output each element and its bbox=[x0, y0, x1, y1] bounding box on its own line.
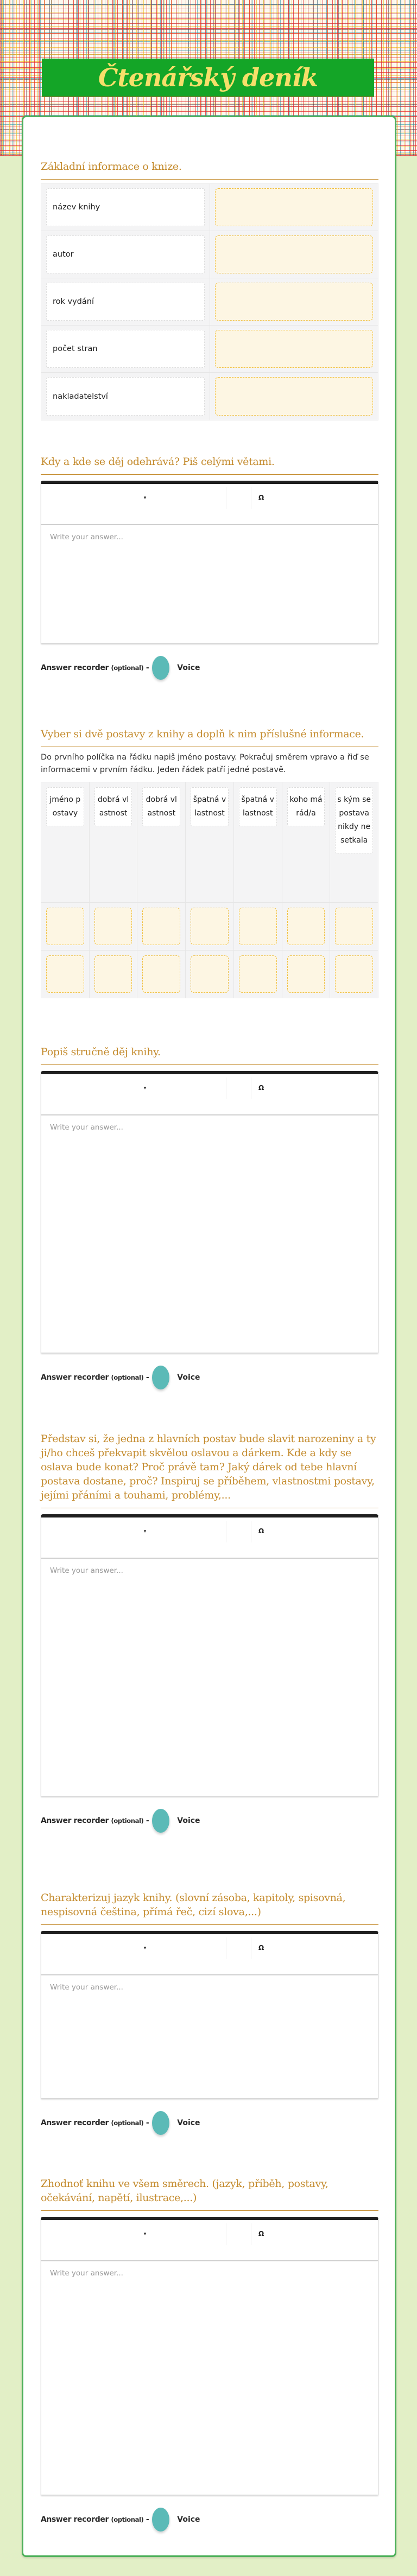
answer-recorder: Answer recorder (optional) - Voice bbox=[41, 655, 378, 680]
caret-down-icon: ▾ bbox=[143, 1944, 147, 1950]
title-banner bbox=[42, 59, 374, 97]
section-book-info bbox=[41, 160, 378, 420]
answer-input[interactable] bbox=[41, 525, 378, 643]
answer-drop-box[interactable] bbox=[94, 955, 132, 993]
answer-input[interactable] bbox=[41, 1115, 378, 1353]
recorder-optional: (optional) bbox=[111, 2119, 144, 2127]
table-row bbox=[41, 326, 378, 373]
record-voice-button[interactable] bbox=[152, 1809, 169, 1833]
answer-drop-box[interactable] bbox=[191, 908, 229, 945]
row-label: autor bbox=[46, 235, 205, 273]
omega-icon: Ω bbox=[258, 2230, 264, 2237]
caret-down-icon: ▾ bbox=[143, 1085, 147, 1091]
section-birthday bbox=[41, 1432, 378, 1833]
table-row bbox=[41, 278, 378, 326]
question-title: Představ si, že jedna z hlavních postav bude slavit narozeniny a ty ji/ho chceš překvapit skvělou oslavou a dárkem. Kde a kdy se oslava bude konat? Proč právě tam? Jaký dárek od tebe hlavní postava dostane, proč? Inspiruj se příběhem, vlastnostmi postavy, jejími přáními a touhami, problémy,... bbox=[41, 1432, 378, 1508]
format-dropdown[interactable] bbox=[41, 1074, 226, 1101]
format-dropdown[interactable] bbox=[41, 1517, 226, 1545]
answer-drop-box[interactable] bbox=[191, 955, 229, 993]
record-voice-button[interactable] bbox=[152, 656, 169, 680]
recorder-label: Answer recorder bbox=[41, 2515, 109, 2524]
editor-toolbar bbox=[41, 1517, 378, 1559]
special-character-button[interactable] bbox=[258, 1934, 264, 1961]
voice-label: Voice bbox=[177, 2515, 200, 2524]
recorder-label: Answer recorder bbox=[41, 2119, 109, 2127]
answer-drop-box[interactable] bbox=[287, 955, 325, 993]
answer-drop-box[interactable] bbox=[215, 188, 373, 226]
answer-drop-box[interactable] bbox=[46, 908, 84, 945]
answer-recorder: Answer recorder (optional) - Voice bbox=[41, 2110, 378, 2135]
answer-drop-box[interactable] bbox=[215, 377, 373, 416]
answer-drop-box[interactable] bbox=[335, 908, 373, 945]
answer-drop-box[interactable] bbox=[215, 235, 373, 273]
row-label: nakladatelství bbox=[46, 377, 205, 416]
answer-drop-box[interactable] bbox=[239, 955, 277, 993]
voice-label: Voice bbox=[177, 2119, 200, 2127]
question-title: Popiš stručně děj knihy. bbox=[41, 1045, 378, 1065]
record-voice-button[interactable] bbox=[152, 2508, 169, 2532]
question-title: Vyber si dvě postavy z knihy a doplň k nim příslušné informace. bbox=[41, 727, 378, 747]
rich-text-editor bbox=[41, 2217, 378, 2495]
table-header-row bbox=[41, 782, 378, 903]
answer-recorder: Answer recorder (optional) - Voice bbox=[41, 1808, 378, 1833]
rich-text-editor bbox=[41, 1071, 378, 1353]
editor-toolbar bbox=[41, 1074, 378, 1115]
table-row bbox=[41, 373, 378, 420]
voice-label: Voice bbox=[177, 1816, 200, 1825]
column-header: špatná vlastnost bbox=[191, 787, 229, 826]
recorder-optional: (optional) bbox=[111, 2516, 144, 2523]
answer-drop-box[interactable] bbox=[142, 908, 180, 945]
omega-icon: Ω bbox=[258, 1944, 264, 1952]
answer-input[interactable] bbox=[41, 1975, 378, 2098]
section-language bbox=[41, 1891, 378, 2135]
caret-down-icon: ▾ bbox=[143, 2230, 147, 2236]
answer-input[interactable] bbox=[41, 1559, 378, 1796]
omega-icon: Ω bbox=[258, 1084, 264, 1092]
question-title: Charakterizuj jazyk knihy. (slovní zásoba, kapitoly, spisovná, nespisovná čeština, přímá řeč, cizí slova,...) bbox=[41, 1891, 378, 1925]
table-row bbox=[41, 231, 378, 278]
column-header: špatná vlastnost bbox=[239, 787, 277, 826]
voice-label: Voice bbox=[177, 664, 200, 672]
book-info-table bbox=[41, 183, 378, 420]
answer-drop-box[interactable] bbox=[142, 955, 180, 993]
editor-toolbar bbox=[41, 2220, 378, 2261]
answer-drop-box[interactable] bbox=[215, 283, 373, 321]
recorder-optional: (optional) bbox=[111, 1817, 144, 1825]
format-dropdown[interactable] bbox=[41, 484, 226, 511]
record-voice-button[interactable] bbox=[152, 2111, 169, 2135]
row-label: počet stran bbox=[46, 330, 205, 368]
special-character-button[interactable] bbox=[258, 1517, 264, 1545]
recorder-label: Answer recorder bbox=[41, 1816, 109, 1825]
table-row bbox=[41, 184, 378, 231]
column-header: s kým se postava nikdy nesetkala bbox=[335, 787, 373, 853]
recorder-optional: (optional) bbox=[111, 1374, 144, 1381]
rich-text-editor bbox=[41, 1931, 378, 2099]
column-header: dobrá vlastnost bbox=[142, 787, 180, 826]
column-header: dobrá vlastnost bbox=[94, 787, 132, 826]
omega-icon: Ω bbox=[258, 494, 264, 501]
answer-drop-box[interactable] bbox=[94, 908, 132, 945]
worksheet-card bbox=[22, 116, 396, 2557]
answer-input[interactable] bbox=[41, 2261, 378, 2495]
recorder-label: Answer recorder bbox=[41, 664, 109, 672]
answer-drop-box[interactable] bbox=[46, 955, 84, 993]
answer-drop-box[interactable] bbox=[239, 908, 277, 945]
editor-toolbar bbox=[41, 484, 378, 525]
rich-text-editor bbox=[41, 1514, 378, 1796]
editor-toolbar bbox=[41, 1934, 378, 1975]
record-voice-button[interactable] bbox=[152, 1366, 169, 1389]
table-row bbox=[41, 951, 378, 998]
answer-recorder: Answer recorder (optional) - Voice bbox=[41, 1365, 378, 1390]
question-title: Základní informace o knize. bbox=[41, 160, 378, 180]
caret-down-icon: ▾ bbox=[143, 494, 147, 500]
question-description: Do prvního políčka na řádku napiš jméno postavy. Pokračuj směrem vpravo a řiď se informacemi v prvním řádku. Jeden řádek patří jedné postavě. bbox=[41, 753, 369, 774]
special-character-button[interactable] bbox=[258, 484, 264, 511]
format-dropdown[interactable] bbox=[41, 2220, 226, 2247]
special-character-button[interactable] bbox=[258, 2220, 264, 2247]
caret-down-icon: ▾ bbox=[143, 1528, 147, 1534]
column-header: koho má rád/a bbox=[287, 787, 325, 826]
section-setting bbox=[41, 455, 378, 680]
table-row bbox=[41, 903, 378, 951]
answer-recorder: Answer recorder (optional) - Voice bbox=[41, 2507, 378, 2532]
section-characters bbox=[41, 727, 378, 998]
special-character-button[interactable] bbox=[258, 1074, 264, 1101]
recorder-optional: (optional) bbox=[111, 664, 144, 672]
answer-drop-box[interactable] bbox=[335, 955, 373, 993]
question-title: Kdy a kde se děj odehrává? Piš celými větami. bbox=[41, 455, 378, 475]
page-title: Čtenářský deník bbox=[98, 63, 318, 92]
answer-drop-box[interactable] bbox=[215, 330, 373, 368]
section-plot bbox=[41, 1045, 378, 1390]
characters-table bbox=[41, 782, 378, 998]
recorder-label: Answer recorder bbox=[41, 1373, 109, 1382]
answer-drop-box[interactable] bbox=[287, 908, 325, 945]
row-label: rok vydání bbox=[46, 283, 205, 321]
format-dropdown[interactable] bbox=[41, 1934, 226, 1961]
column-header: jméno postavy bbox=[46, 787, 84, 826]
voice-label: Voice bbox=[177, 1373, 200, 1382]
section-evaluation bbox=[41, 2177, 378, 2532]
row-label: název knihy bbox=[46, 188, 205, 226]
omega-icon: Ω bbox=[258, 1527, 264, 1535]
rich-text-editor bbox=[41, 481, 378, 643]
question-title: Zhodnoť knihu ve všem směrech. (jazyk, příběh, postavy, očekávání, napětí, ilustrace,...) bbox=[41, 2177, 378, 2211]
